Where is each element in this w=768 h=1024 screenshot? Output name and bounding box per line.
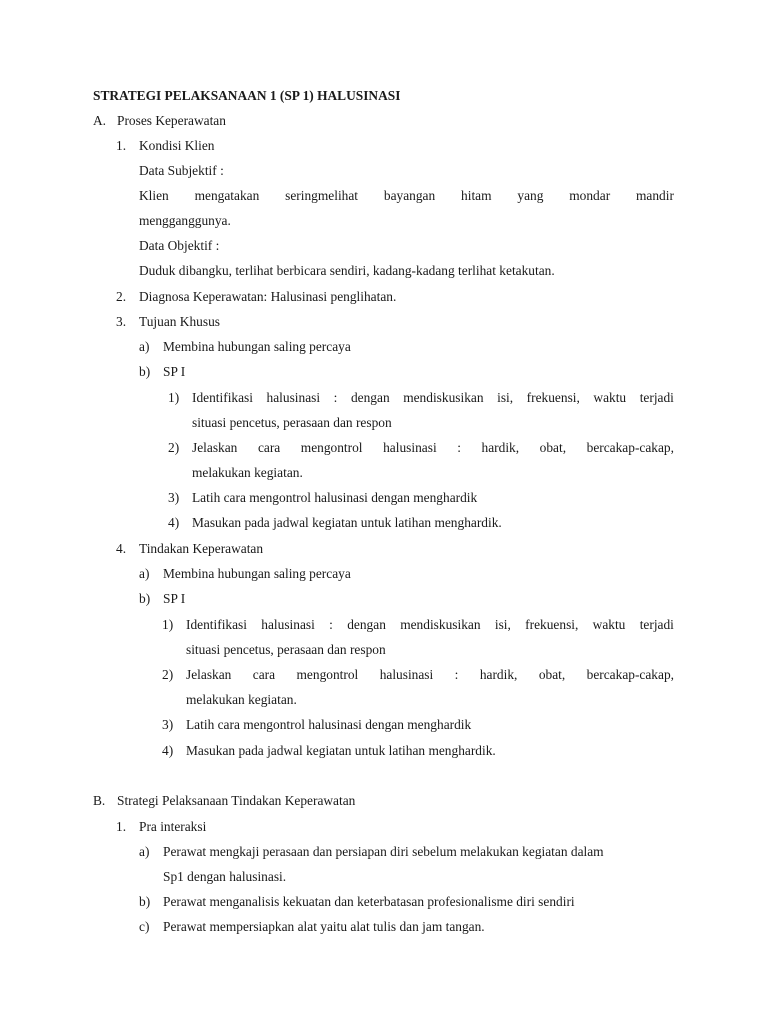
item-b1-a-continuation: Sp1 dengan halusinasi. (163, 869, 287, 884)
item-b1-b-text: Perawat menganalisis kekuatan dan keterbatasan profesionalisme diri sendiri (163, 894, 575, 909)
section-a-heading: Proses Keperawatan (117, 113, 226, 128)
item-a2-text: Diagnosa Keperawatan: Halusinasi penglihatan. (139, 289, 397, 304)
word: : (454, 667, 459, 682)
item-a4-s2-marker: 2) (162, 667, 174, 682)
word: waktu (593, 390, 627, 405)
item-a4-marker: 4. (116, 541, 127, 556)
item-a3-s3-text: Latih cara mengontrol halusinasi dengan menghardik (192, 490, 478, 505)
data-subjektif-label: Data Subjektif : (139, 163, 224, 178)
item-a4-s1-marker: 1) (162, 617, 174, 632)
word: dengan (350, 390, 390, 405)
word: waktu (592, 617, 626, 632)
word: obat, (538, 667, 566, 682)
word: bayangan (383, 188, 436, 203)
word: bercakap-cakap, (586, 667, 674, 682)
item-a3-s3-marker: 3) (168, 490, 180, 505)
word: mengontrol (300, 440, 363, 455)
word: terjadi (639, 617, 674, 632)
data-objektif-text: Duduk dibangku, terlihat berbicara sendiri, kadang-kadang terlihat ketakutan. (139, 263, 555, 278)
word: : (333, 390, 338, 405)
item-a4-s1-text (186, 617, 674, 633)
data-subjektif-continuation: mengganggunya. (139, 213, 231, 228)
word: isi, (497, 390, 514, 405)
item-a3-s4-text: Masukan pada jadwal kegiatan untuk latihan menghardik. (192, 515, 502, 530)
word: seringmelihat (285, 188, 359, 203)
item-a3-heading: Tujuan Khusus (139, 314, 220, 329)
item-a3-s2-marker: 2) (168, 440, 180, 455)
word: mengatakan (194, 188, 260, 203)
item-a3-a-marker: a) (139, 339, 150, 354)
item-a4-heading: Tindakan Keperawatan (139, 541, 264, 556)
item-a4-s4-marker: 4) (162, 743, 174, 758)
item-a4-b-marker: b) (139, 591, 151, 606)
data-subjektif-text (139, 188, 674, 204)
word: halusinasi (379, 667, 434, 682)
word: Jelaskan (186, 667, 232, 682)
item-a4-a-marker: a) (139, 566, 150, 581)
word: bercakap-cakap, (586, 440, 674, 455)
item-b1-a-marker: a) (139, 844, 150, 859)
word: isi, (494, 617, 511, 632)
item-a3-b-text: SP I (163, 364, 186, 379)
item-a3-b-marker: b) (139, 364, 151, 379)
item-a4-s4-text: Masukan pada jadwal kegiatan untuk latihan menghardik. (186, 743, 496, 758)
word: : (457, 440, 461, 455)
word: yang (517, 188, 544, 203)
word: hitam (461, 188, 492, 203)
item-a3-s1-text (192, 390, 674, 406)
word: Klien (139, 188, 169, 203)
item-a3-s2-text (192, 440, 674, 456)
section-b-heading: Strategi Pelaksanaan Tindakan Keperawatan (117, 793, 356, 808)
word: obat, (539, 440, 567, 455)
data-objektif-label: Data Objektif : (139, 238, 220, 253)
item-a1-marker: 1. (116, 138, 127, 153)
section-b-marker: B. (93, 793, 106, 808)
word: Identifikasi (192, 390, 253, 405)
word: Identifikasi (186, 617, 247, 632)
word: mendiskusikan (400, 617, 481, 632)
item-a3-s1-continuation: situasi pencetus, perasaan dan respon (192, 415, 392, 430)
word: frekuensi, (526, 390, 580, 405)
item-a4-s2-text (186, 667, 674, 683)
item-b1-a-text: Perawat mengkaji perasaan dan persiapan diri sebelum melakukan kegiatan dalam (163, 844, 604, 859)
word: mondar (569, 188, 611, 203)
word: mendiskusikan (403, 390, 484, 405)
word: cara (252, 667, 276, 682)
word: cara (257, 440, 281, 455)
item-a3-s1-marker: 1) (168, 390, 180, 405)
word: frekuensi, (525, 617, 579, 632)
document-title: STRATEGI PELAKSANAAN 1 (SP 1) HALUSINASI (93, 88, 401, 103)
item-a4-s3-marker: 3) (162, 717, 174, 732)
word: halusinasi (261, 617, 315, 632)
item-a4-a-text: Membina hubungan saling percaya (163, 566, 351, 581)
word: Jelaskan (192, 440, 238, 455)
word: mandir (636, 188, 674, 203)
section-a-marker: A. (93, 113, 107, 128)
item-a3-marker: 3. (116, 314, 127, 329)
item-a4-b-text: SP I (163, 591, 186, 606)
item-b1-heading: Pra interaksi (139, 819, 207, 834)
word: hardik, (479, 667, 518, 682)
word: dengan (347, 617, 386, 632)
word: hardik, (481, 440, 520, 455)
word: mengontrol (296, 667, 359, 682)
item-b1-c-marker: c) (139, 919, 150, 934)
item-b1-b-marker: b) (139, 894, 151, 909)
item-a3-a-text: Membina hubungan saling percaya (163, 339, 351, 354)
item-a4-s2-continuation: melakukan kegiatan. (186, 692, 297, 707)
item-a3-s2-continuation: melakukan kegiatan. (192, 465, 303, 480)
word: terjadi (639, 390, 674, 405)
item-a1-heading: Kondisi Klien (139, 138, 215, 153)
item-b1-c-text: Perawat mempersiapkan alat yaitu alat tulis dan jam tangan. (163, 919, 485, 934)
item-a4-s3-text: Latih cara mengontrol halusinasi dengan menghardik (186, 717, 472, 732)
item-a3-s4-marker: 4) (168, 515, 180, 530)
word: halusinasi (266, 390, 321, 405)
item-a2-marker: 2. (116, 289, 127, 304)
word: halusinasi (383, 440, 437, 455)
item-a4-s1-continuation: situasi pencetus, perasaan dan respon (186, 642, 386, 657)
word: : (329, 617, 333, 632)
item-b1-marker: 1. (116, 819, 127, 834)
